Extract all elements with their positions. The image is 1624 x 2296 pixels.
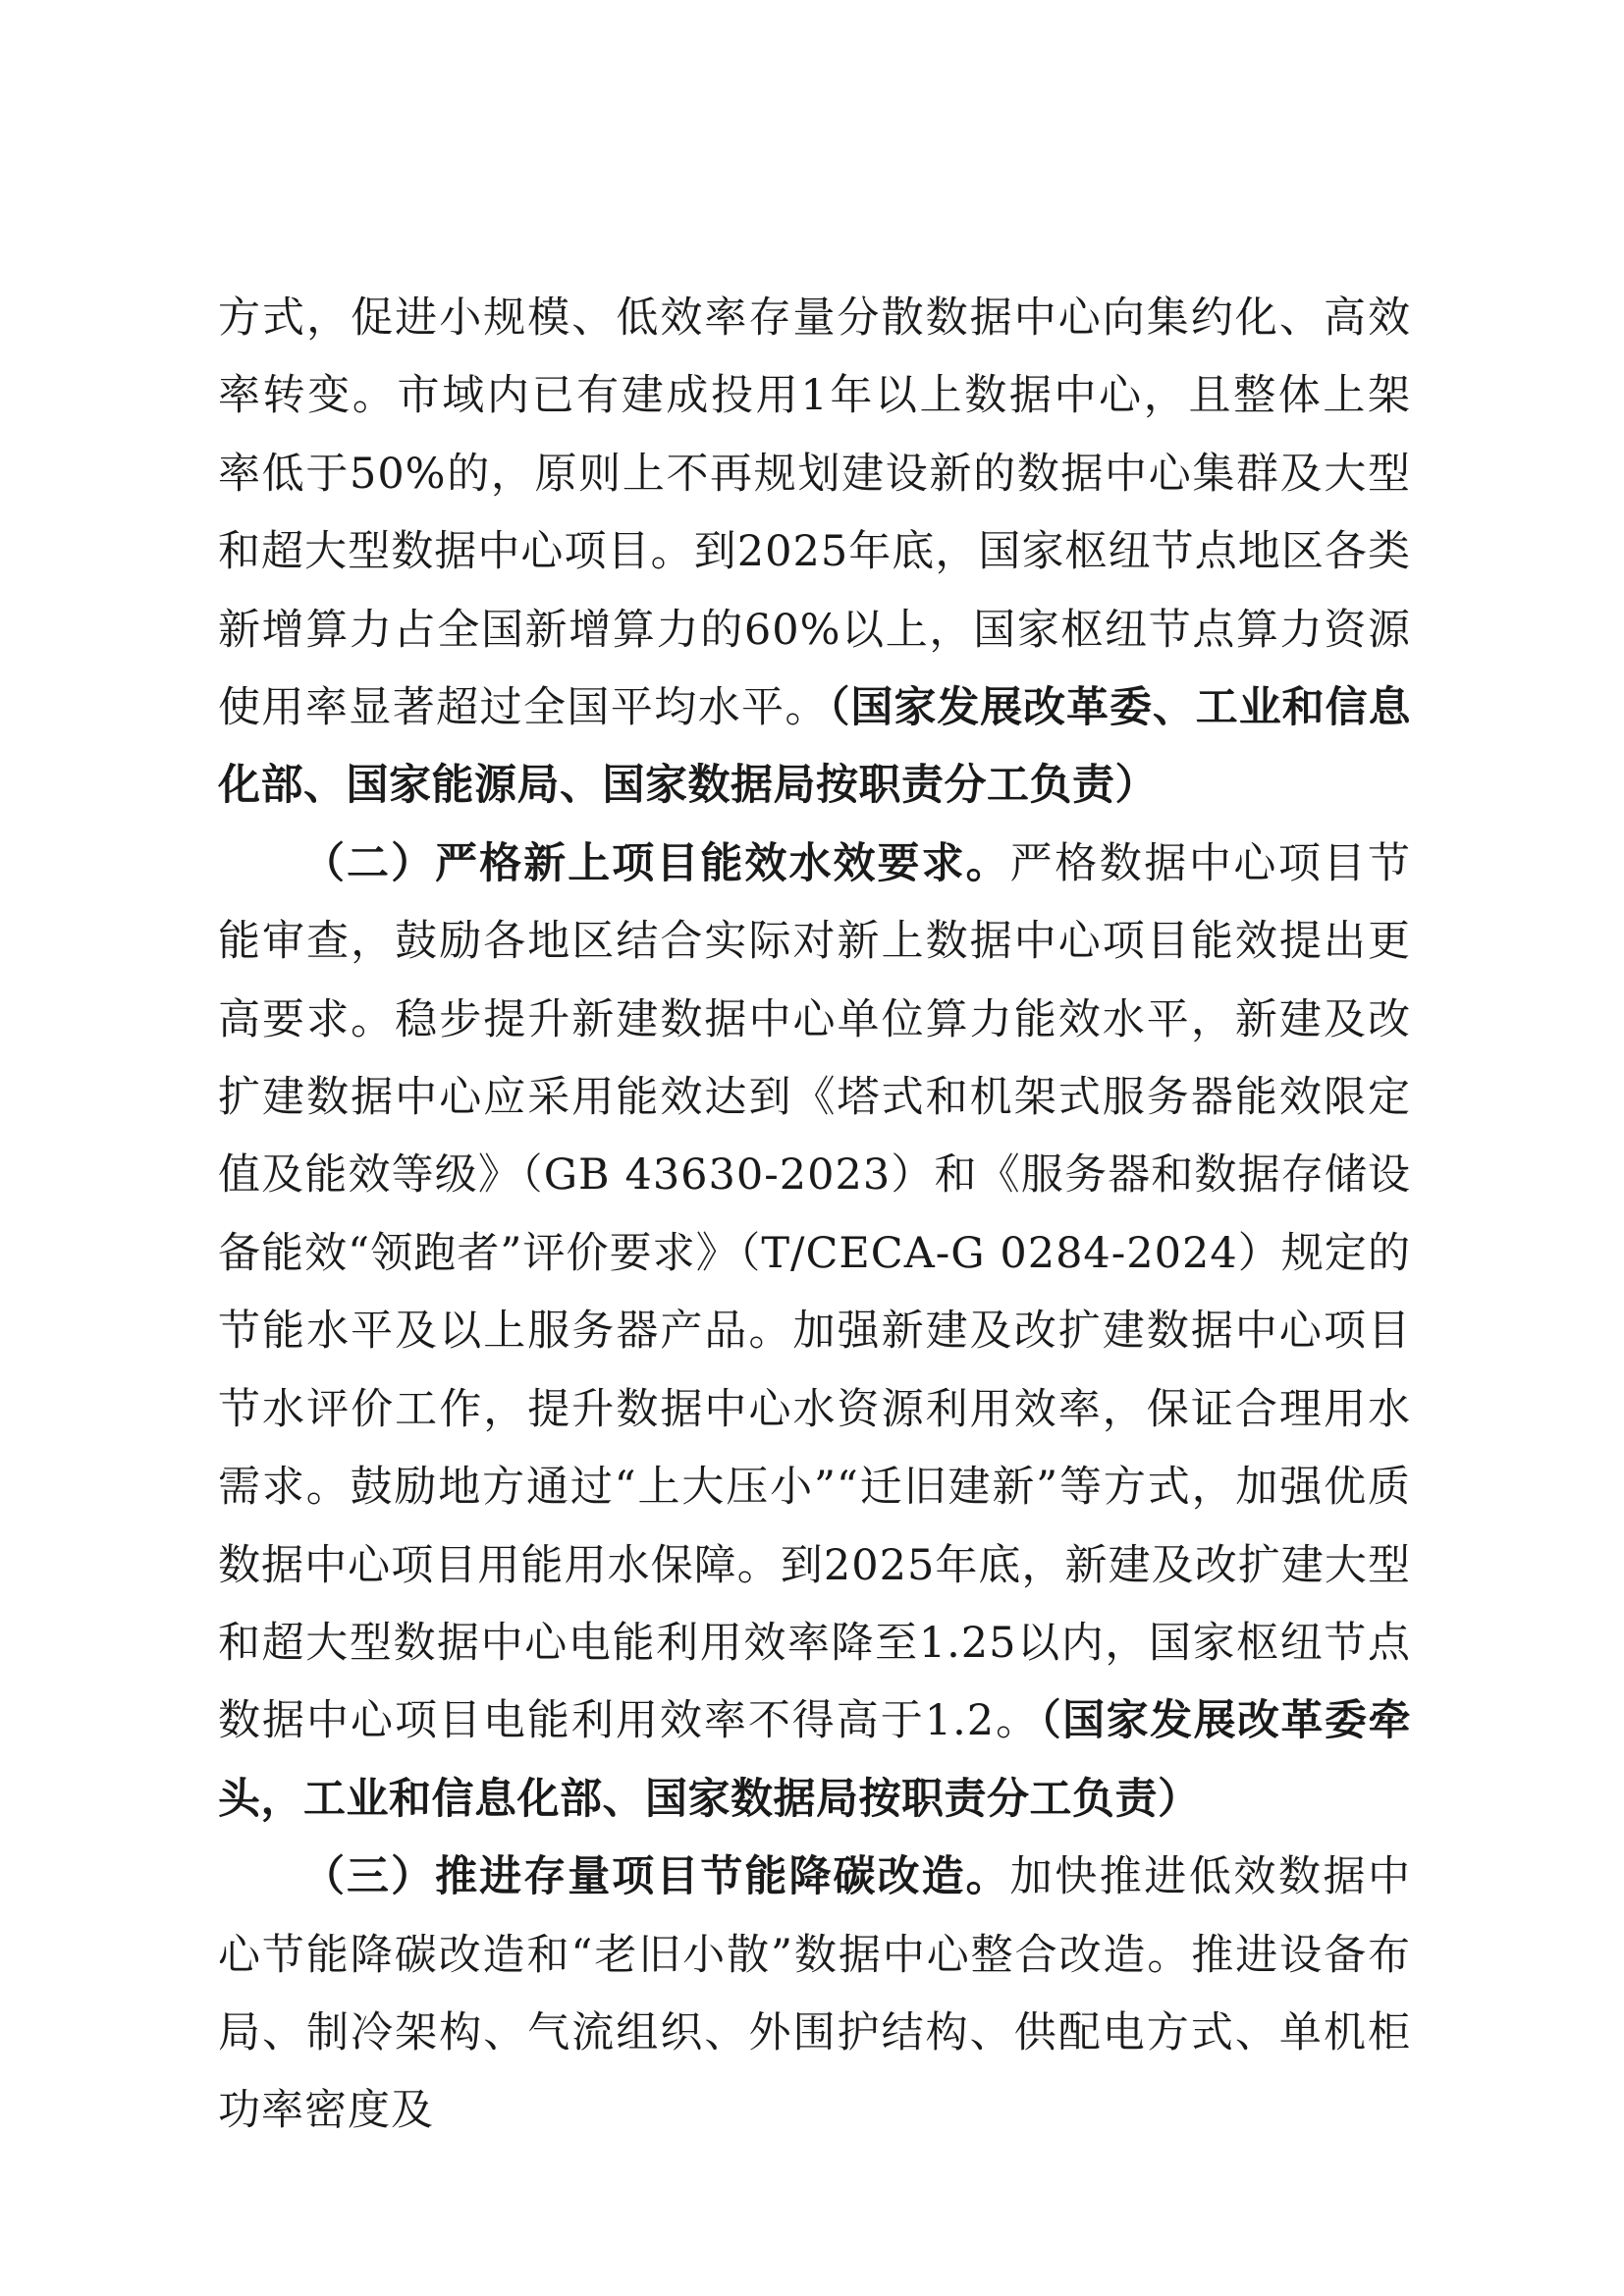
paragraph-continued — [218, 280, 1411, 826]
paragraph-section-2 — [218, 826, 1411, 1839]
paragraph-body: 加快推进低效数据中心节能降碳改造和“老旧小散”数据中心整合改造。推进设备布局、制冷架构、气流组织、外围护结构、供配电方式、单机柜功率密度及 — [218, 1852, 1412, 2136]
section-heading: （二）严格新上项目能效水效要求。 — [302, 838, 1010, 888]
responsibility-note: （国家发展改革委、工业和信息化部、国家能源局、国家数据局按职责分工负责） — [218, 683, 1412, 811]
paragraph-section-3 — [218, 1839, 1411, 2151]
responsibility-note: （国家发展改革委牵头，工业和信息化部、国家数据局按职责分工负责） — [218, 1696, 1412, 1824]
paragraph-body: 严格数据中心项目节能审查，鼓励各地区结合实际对新上数据中心项目能效提出更高要求。稳步提升新建数据中心单位算力能效水平，新建及改扩建数据中心应采用能效达到《塔式和机架式服务器能效限定值及能效等级》（GB 43630-2023）和《服务器和数据存储设备能效“领跑者”评价要求》（T/CECA-G 0284-2024）规定的节能水平及以上服务器产品。加强新建及改扩建数据中心项目节水评价工作，提升数据中心水资源利用效率，保证合理用水需求。鼓励地方通过“上大压小”“迁旧建新”等方式，加强优质数据中心项目用能用水保障。到2025年底，新建及改扩建大型和超大型数据中心电能利用效率降至1.25以内，国家枢纽节点数据中心项目电能利用效率不得高于1.2。 — [218, 838, 1412, 1746]
paragraph-body: 方式，促进小规模、低效率存量分散数据中心向集约化、高效率转变。市域内已有建成投用1年以上数据中心，且整体上架率低于50%的，原则上不再规划建设新的数据中心集群及大型和超大型数据中心项目。到2025年底，国家枢纽节点地区各类新增算力占全国新增算力的60%以上，国家枢纽节点算力资源使用率显著超过全国平均水平。 — [218, 294, 1411, 733]
section-heading: （三）推进存量项目节能降碳改造。 — [302, 1852, 1010, 1902]
body-text — [218, 280, 1411, 2151]
